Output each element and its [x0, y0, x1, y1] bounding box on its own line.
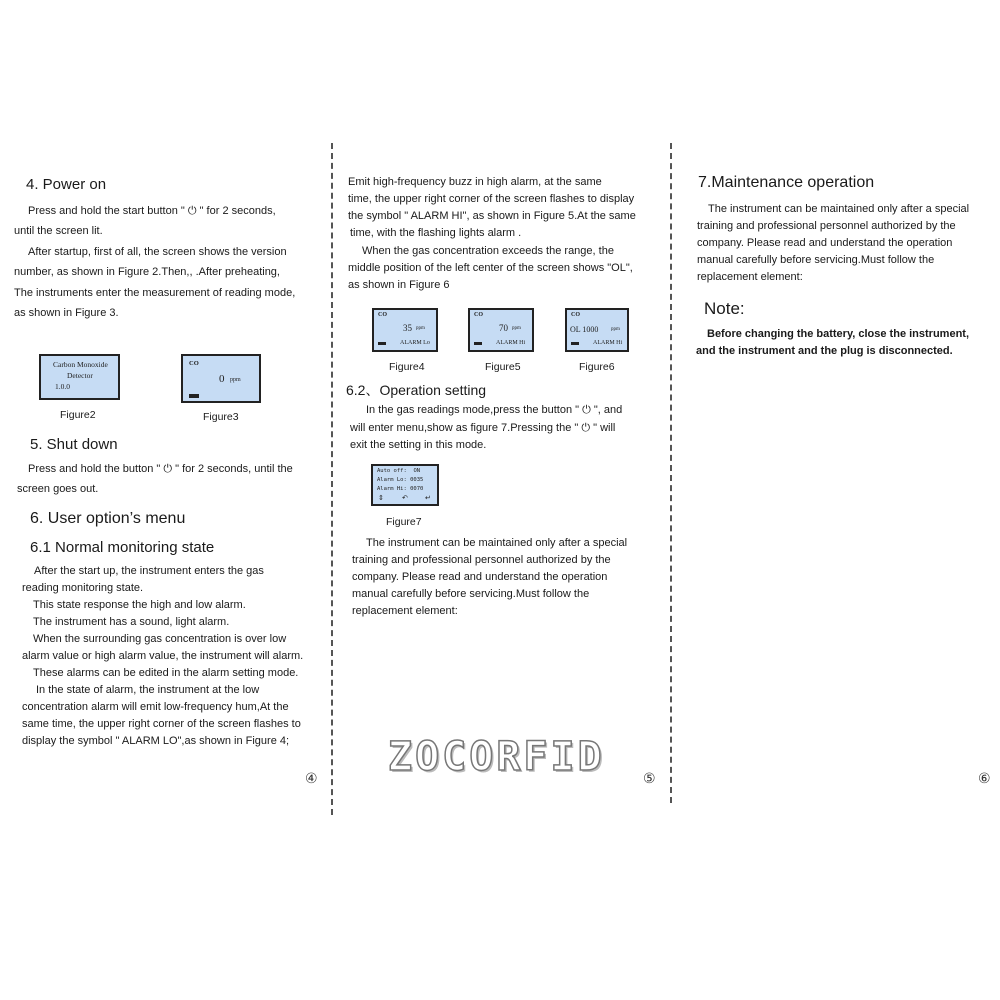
normal-text: same time, the upper right corner of the screen flashes to: [22, 718, 301, 730]
power-on-text: as shown in Figure 3.: [14, 307, 119, 319]
power-on-text: After startup, first of all, the screen shows the version: [28, 246, 287, 258]
watermark-logo: ZOCORFID: [388, 734, 605, 780]
fig7-row: Auto off: ON: [377, 468, 421, 474]
normal-text: display the symbol " ALARM LO",as shown in Figure 4;: [22, 735, 290, 747]
maintenance-text: manual carefully before servicing.Must follow the: [697, 254, 935, 266]
maintenance-text: training and professional personnel authorized by the: [352, 554, 611, 566]
power-on-text: number, as shown in Figure 2.Then,, .After preheating,: [14, 266, 280, 278]
operation-setting-heading: 6.2、Operation setting: [346, 382, 487, 398]
battery-icon: [571, 342, 579, 345]
battery-icon: [474, 342, 482, 345]
alarm-hi-text: Emit high-frequency buzz in high alarm, at the same: [348, 176, 602, 188]
maintenance-text: The instrument can be maintained only after a special: [366, 537, 628, 549]
normal-text: reading monitoring state.: [22, 582, 144, 594]
normal-text: These alarms can be edited in the alarm setting mode.: [33, 667, 299, 679]
fig5-alarm: ALARM Hi: [496, 340, 526, 346]
maintenance-text: replacement element:: [352, 605, 458, 617]
maintenance-text: training and professional personnel authorized by the: [697, 220, 956, 232]
maintenance-text: replacement element:: [697, 271, 803, 283]
shut-down-heading: 5. Shut down: [30, 436, 118, 453]
note-heading: Note:: [704, 299, 745, 318]
normal-text: In the state of alarm, the instrument at the low: [36, 684, 260, 696]
shut-down-text: screen goes out.: [17, 483, 99, 495]
column-divider-2: [670, 143, 672, 803]
note-text: Before changing the battery, close the instrument,: [707, 328, 970, 340]
normal-text: This state response the high and low alarm.: [33, 599, 246, 611]
enter-icon: ↵: [425, 494, 431, 502]
figure5-caption: Figure5: [485, 361, 521, 373]
operation-text: exit the setting in this mode.: [350, 439, 487, 451]
fig3-gas: CO: [189, 360, 199, 367]
figure7-caption: Figure7: [386, 516, 422, 528]
range-text: When the gas concentration exceeds the range, the: [362, 245, 614, 257]
alarm-hi-text: time, with the flashing lights alarm .: [350, 227, 522, 239]
normal-text: concentration alarm will emit low-frequency hum,At the: [22, 701, 289, 713]
alarm-hi-text: the symbol " ALARM HI", as shown in Figure 5.At the same: [348, 210, 636, 222]
normal-monitoring-heading: 6.1 Normal monitoring state: [30, 539, 215, 556]
fig3-unit: ppm: [230, 377, 241, 383]
fig2-line: Detector: [67, 371, 93, 380]
power-on-text: Press and hold the start button " ⏻ " for 2 seconds,: [28, 205, 276, 217]
maintenance-text: manual carefully before servicing.Must follow the: [352, 588, 590, 600]
fig6-value: OL 1000: [570, 325, 599, 334]
figure6-lcd: [565, 308, 629, 352]
figure3-caption: Figure3: [203, 411, 239, 423]
power-on-text: The instruments enter the measurement of reading mode,: [14, 287, 296, 299]
battery-icon: [378, 342, 386, 345]
maintenance-heading: 7.Maintenance operation: [698, 174, 875, 191]
normal-text: When the surrounding gas concentration is over low: [33, 633, 287, 645]
fig7-row: Alarm Lo: 0035: [377, 477, 424, 483]
power-on-heading: 4. Power on: [26, 176, 107, 193]
power-on-text: until the screen lit.: [14, 225, 103, 237]
column-divider-1: [331, 143, 333, 815]
figure4-lcd: [372, 308, 438, 352]
page-number: ⑤: [643, 771, 656, 787]
back-icon: ↶: [402, 494, 408, 502]
fig2-line: Carbon Monoxide: [53, 360, 108, 369]
figure2-lcd: [39, 354, 120, 400]
figure4-caption: Figure4: [389, 361, 425, 373]
maintenance-text: company. Please read and understand the operation: [697, 237, 953, 249]
operation-text: In the gas readings mode,press the button " ⏻ ", and: [366, 404, 623, 416]
operation-text: will enter menu,show as figure 7.Pressing the " ⏻ " will: [350, 422, 616, 434]
shut-down-text: Press and hold the button " ⏻ " for 2 seconds, until the: [28, 463, 293, 475]
alarm-hi-text: time, the upper right corner of the screen flashes to display: [348, 193, 635, 205]
maintenance-text: The instrument can be maintained only after a special: [708, 203, 970, 215]
fig5-value: 70: [499, 323, 508, 333]
normal-text: alarm value or high alarm value, the instrument will alarm.: [22, 650, 304, 662]
figure6-caption: Figure6: [579, 361, 615, 373]
fig4-gas: CO: [378, 312, 387, 318]
page-number: ④: [305, 771, 318, 787]
fig4-unit: ppm: [416, 326, 425, 331]
fig7-row: Alarm Hi: 0070: [377, 486, 424, 492]
fig4-value: 35: [403, 323, 412, 333]
fig3-value: 0: [219, 373, 225, 385]
maintenance-text: company. Please read and understand the operation: [352, 571, 608, 583]
fig6-gas: CO: [571, 312, 580, 318]
battery-icon: [189, 394, 199, 398]
range-text: as shown in Figure 6: [348, 279, 450, 291]
fig5-gas: CO: [474, 312, 483, 318]
fig4-alarm: ALARM Lo: [400, 340, 430, 346]
fig5-unit: ppm: [512, 326, 521, 331]
fig2-version: 1.0.0: [55, 382, 70, 391]
user-menu-heading: 6. User option’s menu: [30, 510, 186, 527]
page-number: ⑥: [978, 771, 991, 787]
up-down-icon: ⇕: [378, 494, 384, 502]
fig6-unit: ppm: [611, 327, 620, 332]
range-text: middle position of the left center of the screen shows "OL",: [348, 262, 633, 274]
figure7-lcd: [371, 464, 439, 506]
figure2-caption: Figure2: [60, 409, 96, 421]
figure3-lcd: [181, 354, 261, 403]
normal-text: The instrument has a sound, light alarm.: [33, 616, 230, 628]
figure5-lcd: [468, 308, 534, 352]
note-text: and the instrument and the plug is disconnected.: [696, 345, 953, 357]
normal-text: After the start up, the instrument enters the gas: [34, 565, 264, 577]
fig6-alarm: ALARM Hi: [593, 340, 623, 346]
